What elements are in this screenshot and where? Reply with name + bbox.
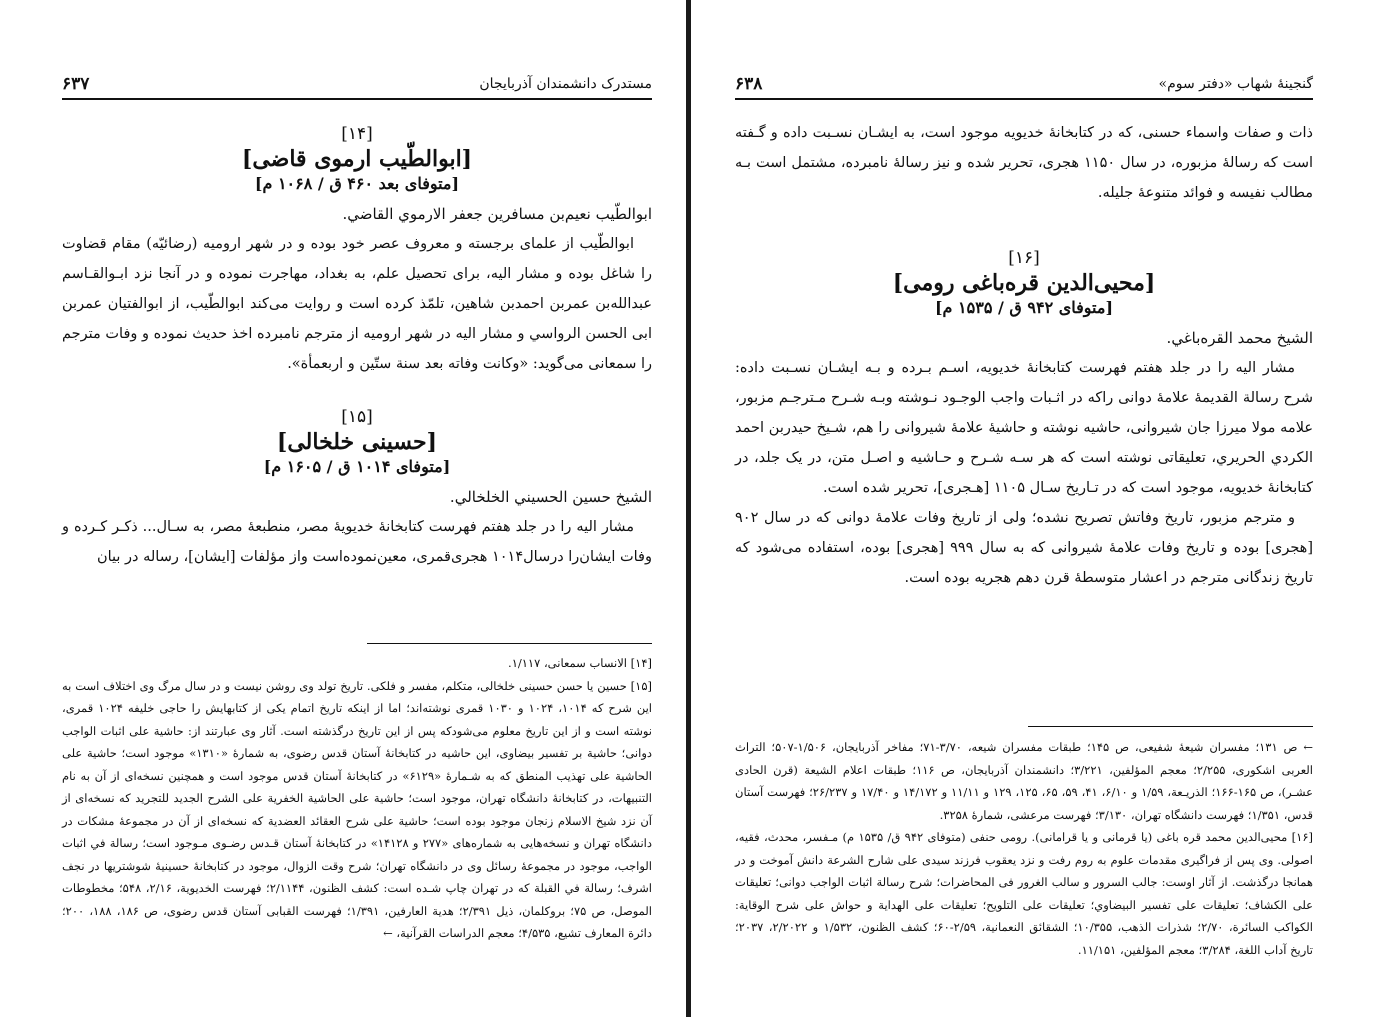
- entry-14: [62, 124, 652, 379]
- footnote-14: [۱۴] الانساب سمعانی، ۱/۱۱۷.: [508, 656, 652, 670]
- body-paragraph: و مترجم مزبور، تاریخ وفاتش تصریح نشده؛ ولی از تاریخ وفات علامهٔ دوانی که در سال ۹۰۲ [هجری] بوده و تاریخ وفات علامهٔ شیروانی که به سال ۹۹۹ [هجری] بوده، استفاده می‌شود که تاریخ زندگانی مترجم در اعشار متوسطهٔ قرن دهم هجریه بوده است.: [735, 510, 1313, 586]
- entry-title: [حسینی خلخالی]: [276, 429, 438, 455]
- entry-number: [۱۶]: [1008, 248, 1040, 268]
- arabic-name: ابوالطّیب نعیم‌بن مسافرین جعفر الارموي القاضي.: [342, 205, 652, 223]
- page-number: ۶۳۸: [735, 74, 763, 94]
- footnotes: [735, 736, 1313, 961]
- footnote-rule: [367, 643, 652, 644]
- page-number: ۶۳۷: [62, 74, 90, 94]
- entry-date: [متوفای بعد ۴۶۰ ق / ۱۰۶۸ م]: [254, 174, 460, 193]
- footnote-continuation: ← ص ۱۳۱؛ مفسران شیعهٔ شفیعی، ص ۱۴۵؛ طبقات مفسران شیعه، ۳/۷۰-۷۱؛ مفاخر آذربایجان، ۱/۵۰۶-۵۰۷؛ التراث العربی اشکوری، ۲/۲۵۵؛ معجم المؤلفین، ۳/۲۲۱؛ دانشمندان آذربایجان، ص ۱۱۶؛ طبقات اعلام الشیعة (قرن الحادی عشـر)، ص ۱۶۵-۱۶۶؛ الذریـعة، ۱/۵۹ و ۶/۱۰، ۴۱، ۵۹، ۶۵، ۱۲۵، ۱۲۹ و ۱۱/۱۱ و ۱۴/۱۷۲ و ۱۷/۴۰ و ۲۶/۲۳۷؛ فهرست آستان قدس، ۱/۳۵۱؛ فهرست دانشگاه تهران، ۳/۱۳۰؛ فهرست مرعشی، شمارهٔ ۳۲۵۸.: [735, 740, 1313, 822]
- entry-15: [62, 407, 652, 572]
- entry-number: [۱۴]: [341, 124, 373, 144]
- footnotes: [62, 652, 652, 945]
- body-paragraph: ابوالطّیب از علمای برجسته و معروف عصر خود بوده و در شهر ارومیه (رضائیّه) مقام قضاوت را شاغل بوده و مشار الیه، برای تحصیل علم، به بغداد، مهاجرت نموده و در آنجا نزد ابـوالقـاسم عبدالله‌بن عمربن احمدبن شاهین، تلمّذ کرده است و روایت می‌کند ابوالطّیب، از ابوالفتیان عمربن ابی الحسن الرواسي و مشار الیه در شهر ارومیه از مترجم نامبرده اخذ حدیث نموده و وفات مترجم را سمعانی می‌گوید: «وکانت وفاته بعد سنة ستّین و اربعمأة».: [62, 236, 652, 372]
- entry-title: [محیی‌الدین قره‌باغی رومی]: [892, 270, 1156, 296]
- entry-date: [متوفای ۱۰۱۴ ق / ۱۶۰۵ م]: [263, 457, 451, 476]
- running-header: [62, 74, 652, 100]
- footnote-rule: [1028, 726, 1313, 727]
- running-title: مستدرک دانشمندان آذربایجان: [479, 76, 652, 92]
- binding-gutter: [686, 0, 691, 1017]
- footnote-16: [۱۶] محیی‌الدین محمد قره باغی (یا قرمانی و یا قرامانی). رومی حنفی (متوفای ۹۴۲ ق/ ۱۵۳۵ م) مـفسر، محدث، فقیه، اصولی. وی پس از فراگیری مقدمات علوم به روم رفت و نزد یعقوب فرزند سیدی علی شارح الشرعة دانش آموخت و در همانجا درگذشت. از آثار اوست: جالب السرور و سالب الغرور فی المحاضرات؛ شرح رسالة اثبات الواجب دوانی؛ تعلیقات علی الکشاف؛ تعلیقات علی تفسیر البیضاوي؛ تعلیقات علی التلویح؛ تعلیقات علی الهدایة و حواش علی شرح الوقایة: الکواکب السائرة، ۲/۷۰؛ شذرات الذهب، ۱۰/۳۵۵؛ الشقائق النعمانیة، ۲/۵۹-۶۰؛ کشف الظنون، ۱/۵۳۲ و ۲/۲۰۲۲، ۲۰۳۷؛ تاریخ آداب اللغة، ۳/۲۸۴؛ معجم المؤلفین، ۱۱/۱۵۱.: [735, 830, 1313, 957]
- entry-16: [735, 248, 1313, 593]
- body-paragraph: مشار الیه را در جلد هفتم فهرست کتابخانهٔ خدیویه، اسـم بـرده و بـه ایشـان نسـبت داده: شرح رسالة القدیمهٔ علامهٔ دوانی راکه در اثـبات واجب الوجـود نـوشته وبـه شـرح مـترجـم مزبور، علامه مولا میرزا جان شیروانی، حاشیه نوشته و حاشیهٔ علامهٔ شیروانی را هم، شـیخ حیدربن احمد الکردي الحریري، تعلیقاتی نوشته است که هر سـه شـرح و حـاشیه و اصـل متن، در یک جلد، در کتابخانهٔ خدیویه، موجود است که در تـاریخ سـال ۱۱۰۵ [هـجری]، تحریر شده است.: [735, 360, 1313, 496]
- entry-date: [متوفای ۹۴۲ ق / ۱۵۳۵ م]: [934, 298, 1114, 317]
- running-header: [735, 74, 1313, 100]
- arabic-name: الشیخ محمد القره‌باغي.: [1166, 329, 1313, 347]
- entry-number: [۱۵]: [341, 407, 373, 427]
- page-content: [62, 118, 652, 572]
- running-title: گنجینهٔ شهاب «دفتر سوم»: [1158, 76, 1313, 92]
- page-638: [735, 0, 1313, 1017]
- page-637: [62, 0, 652, 1017]
- arabic-name: الشیخ حسین الحسیني الخلخالي.: [449, 488, 652, 506]
- continuation-paragraph: ذات و صفات واسماء حسنی، که در کتابخانهٔ خدیویه موجود است، به ایشـان نسـبت داده و گـفته است که رسالهٔ مزبوره، در سال ۱۱۵۰ هجری، تحریر شده و نیز رسالهٔ نامبرده، مشتمل است بـه مطالب نفیسه و فوائد متنوعهٔ جلیله.: [735, 125, 1313, 201]
- entry-title: [ابوالطّیب ارموی قاضی]: [241, 146, 473, 172]
- footnote-15: [۱۵] حسین یا حسن حسینی خلخالی، متکلم، مفسر و فلکی. تاریخ تولد وی روشن نیست و در سال مرگ وی اختلاف است به این شرح که ۱۰۱۴، ۱۰۲۴ و ۱۰۳۰ قمری نوشته‌اند؛ اما از اینکه تاریخ اتمام یکی از کتابهایش را حاجی خلیفه ۱۰۲۴ قمری، نوشته است و از این تاریخ معلوم می‌شودکه پس از این تاریخ درگذشته است. آثار وی عبارتند از: حاشیة علی اثبات الواجب دوانی؛ حاشیة بر تفسیر بیضاوی، این حاشیه در کتابخانهٔ آستان قدس رضوی، به شمارهٔ «۱۳۱۰» موجود است؛ حاشیة علی الحاشیة علی تهذیب المنطق که به شـمارهٔ «۶۱۲۹» در کتابخانهٔ آستان قدس موجود است و همچنین نسخه‌ای از آن به نام التنبیهات، در کتابخانهٔ دانشگاه تهران، موجود است؛ حاشیة علی الحاشیة الخفریة علی الشرح الجدید للتجرید که نسخه‌ای از آن نزد شیخ الاسلام زنجان موجود بوده است؛ حاشیة علی شرح العقائد العضدیة که نسخه‌ای از آن در مجموعهٔ مشکات در دانشگاه تهران و نسخه‌هایی به شماره‌های «۲۷۷ و ۱۴۱۲۸» در کتابخانهٔ آستان قـدس رضـوی مـوجود است؛ رسالة في اثبات الواجب، موجود در مجموعهٔ رسائل وی در دانشگاه تهران؛ شرح وقت الزوال، موجود در کتابخانهٔ حسینیهٔ شوشتریها در نجف اشرف؛ رسالة في القبلة که در تهران چاپ شـده است: کشف الظنون، ۲/۱۱۴۴؛ فهرست الخدیویة، ۲/۱۶، ۵۴۸؛ مخطوطات الموصل، ص ۷۵؛ بروکلمان، ذیل ۲/۳۹۱؛ هدیة العارفین، ۱/۳۹۱؛ فهرست القبابی آستان قدس رضوی، ص ۱۸۶، ۱۸۸، ۲۰۰؛ دائرة المعارف تشیع، ۴/۵۳۵؛ معجم الدراسات القرآنیة، ←: [62, 678, 653, 940]
- body-paragraph: مشار الیه را در جلد هفتم فهرست کتابخانهٔ خدیویهٔ مصر، منطبعهٔ مصر، به سـال... ذکـر کـرده و وفات ایشان‌را درسال۱۰۱۴ هجری‌قمری، معین‌نموده‌است واز مؤلفات [ایشان]، رساله در بیان: [62, 519, 652, 565]
- page-content: [735, 118, 1313, 593]
